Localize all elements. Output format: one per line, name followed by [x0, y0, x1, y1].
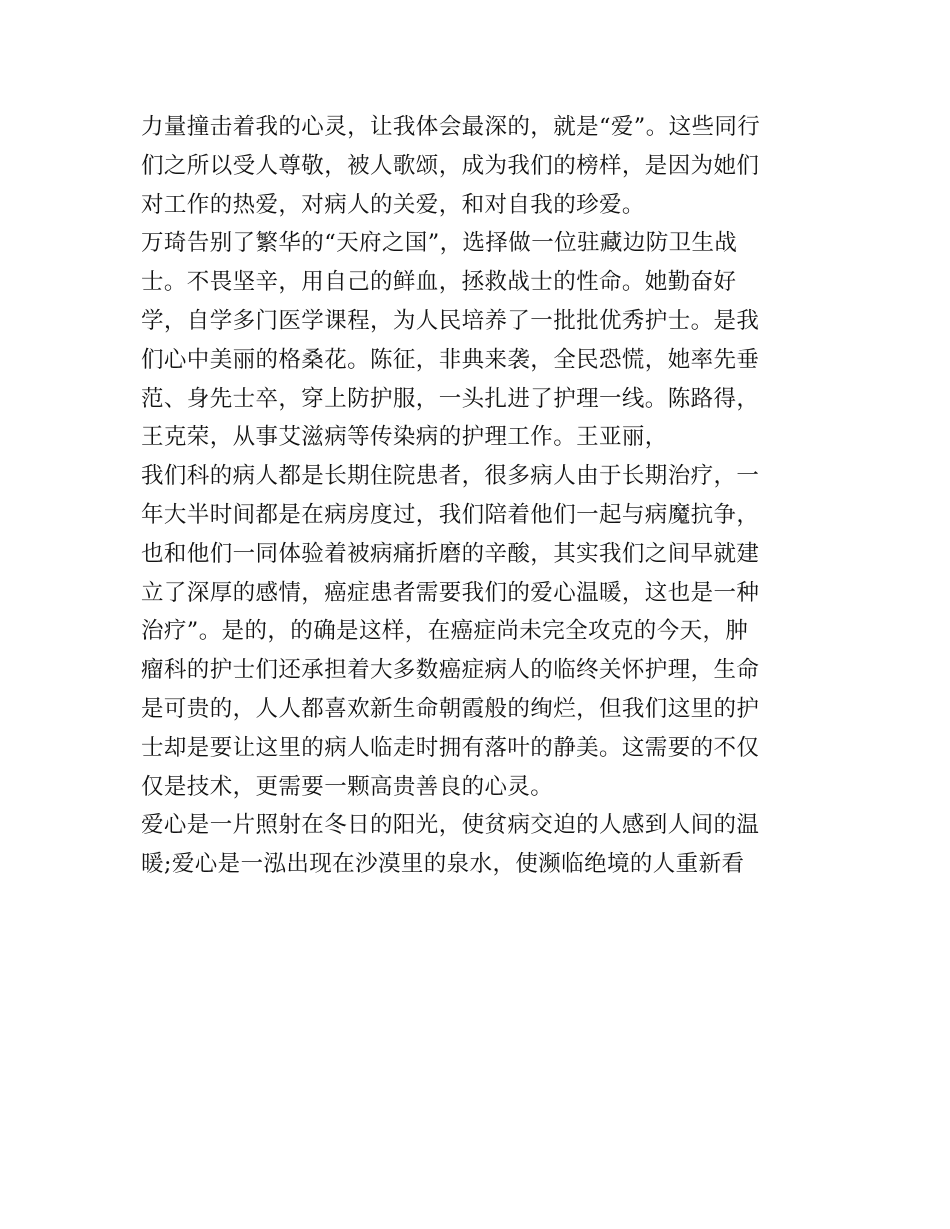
text-line: 万琦告别了繁华的“天府之国”，选择做一位驻藏边防卫生战 — [141, 230, 738, 257]
text-line: 年大半时间都是在病房度过，我们陪着他们一起与病魔抗争， — [141, 501, 760, 528]
text-line: 学，自学多门医学课程，为人民培养了一批批优秀护士。是我 — [141, 307, 760, 334]
text-line: 我们科的病人都是长期住院患者，很多病人由于长期治疗，一 — [141, 463, 760, 490]
text-line: 爱心是一片照射在冬日的阳光，使贫病交迫的人感到人间的温 — [141, 812, 760, 839]
text-line: 是可贵的，人人都喜欢新生命朝霞般的绚烂，但我们这里的护 — [141, 695, 760, 722]
text-line: 治疗”。是的，的确是这样，在癌症尚未完全攻克的今天，肿 — [141, 618, 749, 645]
text-line: 们心中美丽的格桑花。陈征，非典来袭，全民恐慌，她率先垂 — [141, 346, 760, 373]
text-line: 士却是要让这里的病人临走时拥有落叶的静美。这需要的不仅 — [141, 734, 760, 761]
text-line: 们之所以受人尊敬，被人歌颂，成为我们的榜样，是因为她们 — [141, 152, 760, 179]
text-line: 暖;爱心是一泓出现在沙漠里的泉水，使濒临绝境的人重新看 — [141, 851, 745, 878]
text-line: 范、身先士卒，穿上防护服，一头扎进了护理一线。陈路得， — [141, 385, 760, 412]
text-line: 对工作的热爱，对病人的关爱，和对自我的珍爱。 — [141, 191, 645, 218]
text-line: 士。不畏坚辛，用自己的鲜血，拯救战士的性命。她勤奋好 — [141, 269, 737, 296]
body-text — [141, 108, 821, 884]
text-line: 仅是技术，更需要一颗高贵善良的心灵。 — [141, 773, 554, 800]
text-line: 瘤科的护士们还承担着大多数癌症病人的临终关怀护理，生命 — [141, 657, 760, 684]
text-line: 也和他们一同体验着被病痛折磨的辛酸，其实我们之间早就建 — [141, 540, 760, 567]
text-line: 力量撞击着我的心灵，让我体会最深的，就是“爱”。这些同行 — [141, 114, 761, 140]
text-line: 立了深厚的感情，癌症患者需要我们的爱心温暖，这也是一种 — [141, 579, 760, 606]
text-line: 王克荣，从事艾滋病等传染病的护理工作。王亚丽， — [141, 424, 668, 451]
